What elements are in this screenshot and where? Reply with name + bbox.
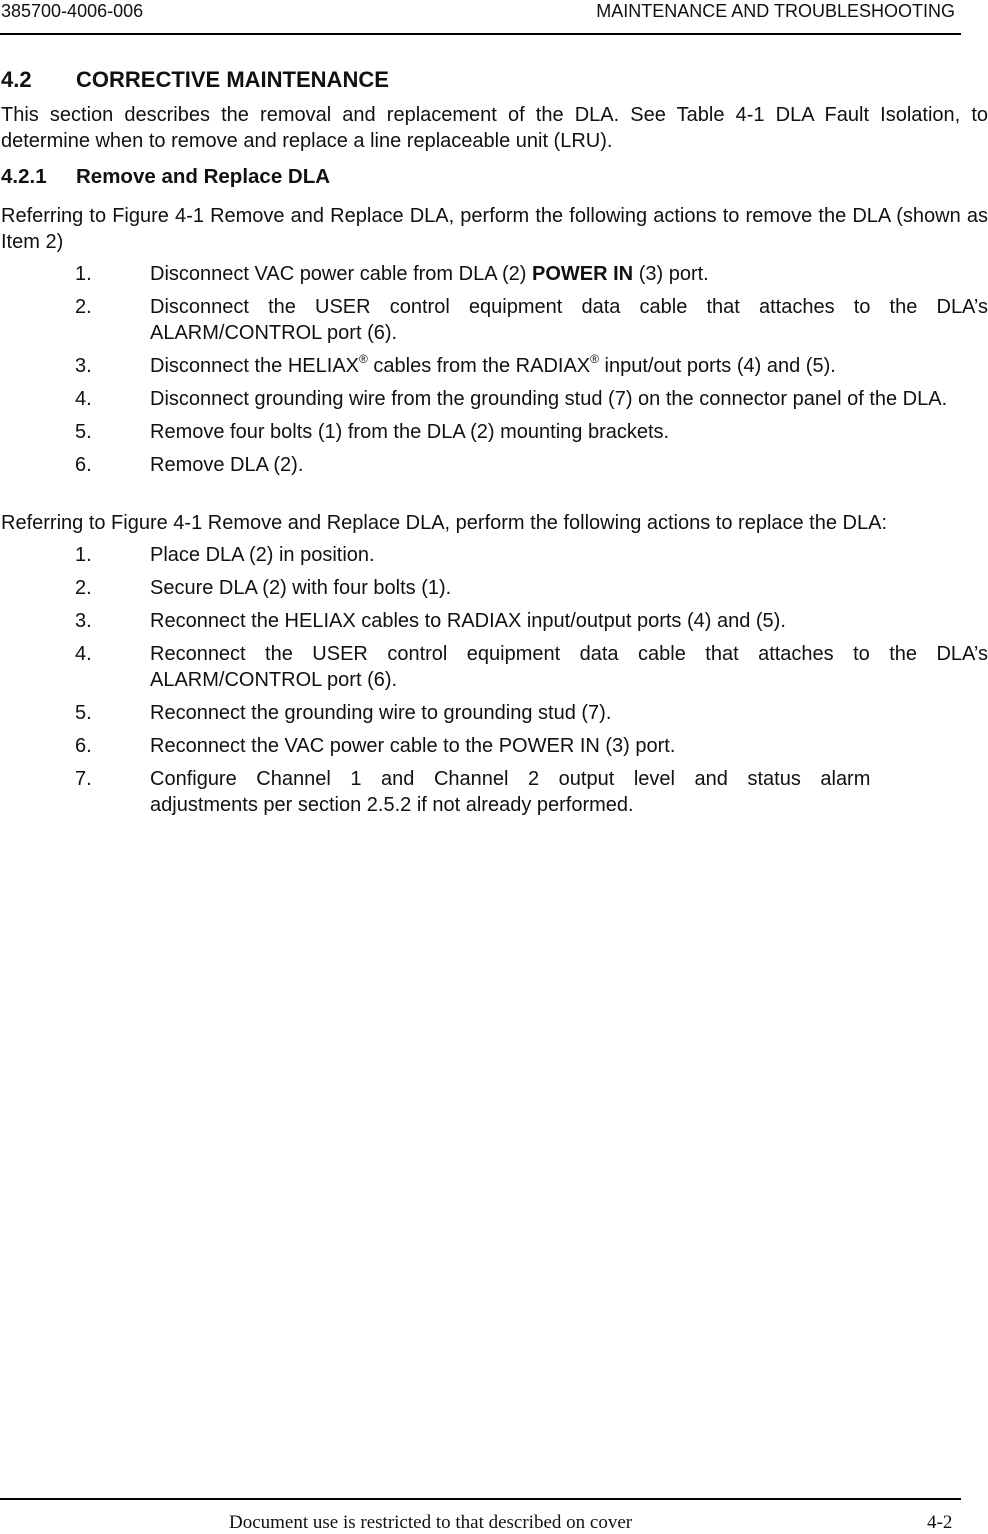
step-number: 2. — [75, 296, 92, 318]
registered-mark: ® — [590, 352, 599, 366]
removal-intro: Referring to Figure 4-1 Remove and Replace DLA, perform the following actions to remove the DLA (shown as Item 2) — [1, 205, 988, 253]
replacement-steps-list — [1, 542, 988, 818]
step-number: 2. — [75, 577, 92, 599]
step-text-line-2: adjustments per section 2.5.2 if not already performed. — [150, 794, 634, 816]
step-text: Reconnect the USER control equipment data cable that attaches to the DLA’s ALARM/CONTROL port (6). — [150, 643, 988, 691]
step-number: 4. — [75, 388, 92, 410]
list-item — [1, 294, 988, 346]
step-text: cables from the RADIAX — [367, 355, 591, 377]
step-number: 4. — [75, 643, 92, 665]
subsection-heading — [1, 163, 988, 191]
step-number: 5. — [75, 421, 92, 443]
list-item — [1, 419, 988, 445]
header-doc-number: 385700-4006-006 — [1, 1, 144, 21]
replacement-intro: Referring to Figure 4-1 Remove and Replace DLA, perform the following actions to replace the DLA: — [1, 512, 888, 534]
page-number: 4-2 — [927, 1512, 953, 1533]
step-bold-text: POWER IN — [532, 263, 634, 285]
step-text-line-1: Configure Channel 1 and Channel 2 output level and status alarm — [150, 768, 871, 790]
list-item — [1, 575, 988, 601]
registered-mark: ® — [359, 352, 368, 366]
list-item — [1, 452, 988, 478]
page-content — [1, 65, 988, 825]
header-divider — [0, 33, 961, 35]
list-item — [1, 766, 988, 818]
step-number: 1. — [75, 263, 92, 285]
section-number: 4.2 — [1, 67, 32, 92]
step-number: 3. — [75, 355, 92, 377]
list-item — [1, 608, 988, 634]
section-heading — [1, 65, 988, 95]
step-number: 6. — [75, 735, 92, 757]
list-item — [1, 542, 988, 568]
subsection-title: Remove and Replace DLA — [76, 165, 331, 188]
spacer — [1, 485, 988, 498]
step-text: Disconnect the HELIAX — [150, 355, 359, 377]
step-text: Reconnect the grounding wire to grounding stud (7). — [150, 702, 612, 724]
list-item — [1, 733, 988, 759]
step-text: input/out ports (4) and (5). — [599, 355, 836, 377]
step-text: (3) port. — [633, 263, 709, 285]
removal-steps-list — [1, 261, 988, 478]
footer-divider — [0, 1498, 961, 1500]
step-text: Disconnect grounding wire from the grounding stud (7) on the connector panel of the DLA. — [150, 388, 948, 410]
step-text: Remove four bolts (1) from the DLA (2) mounting brackets. — [150, 421, 670, 443]
list-item — [1, 386, 988, 412]
footer-notice: Document use is restricted to that described on cover — [229, 1512, 633, 1533]
list-item — [1, 700, 988, 726]
step-text: Disconnect VAC power cable from DLA (2) — [150, 263, 533, 285]
list-item — [1, 641, 988, 693]
step-number: 3. — [75, 610, 92, 632]
step-number: 1. — [75, 544, 92, 566]
section-intro-paragraph: This section describes the removal and replacement of the DLA. See Table 4-1 DLA Fault Isolation, to determine when to remove and replace a line replaceable unit (LRU). — [1, 104, 988, 152]
list-item — [1, 261, 988, 287]
header-chapter-title: MAINTENANCE AND TROUBLESHOOTING — [596, 1, 955, 21]
list-item — [1, 353, 988, 379]
step-number: 6. — [75, 454, 92, 476]
step-number: 7. — [75, 768, 92, 790]
step-text: Remove DLA (2). — [150, 454, 304, 476]
step-text: Reconnect the HELIAX cables to RADIAX input/output ports (4) and (5). — [150, 610, 786, 632]
step-text: Secure DLA (2) with four bolts (1). — [150, 577, 452, 599]
section-title: CORRECTIVE MAINTENANCE — [76, 67, 389, 92]
step-text: Place DLA (2) in position. — [150, 544, 375, 566]
step-text: Disconnect the USER control equipment data cable that attaches to the DLA’s ALARM/CONTROL port (6). — [150, 296, 988, 344]
subsection-number: 4.2.1 — [1, 165, 47, 188]
step-text: Reconnect the VAC power cable to the POWER IN (3) port. — [150, 735, 676, 757]
step-number: 5. — [75, 702, 92, 724]
